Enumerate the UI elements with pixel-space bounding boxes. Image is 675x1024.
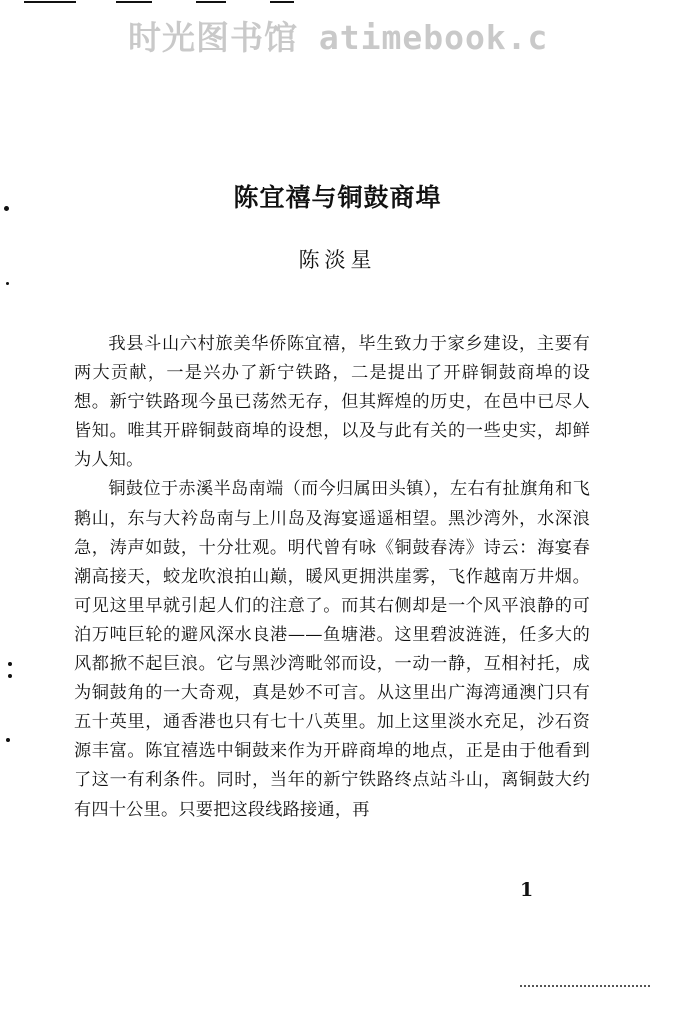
scan-speck [4, 206, 9, 211]
article-body [74, 330, 590, 825]
watermark: 时光图书馆 atimebook.c [128, 18, 549, 57]
scan-speck [6, 282, 9, 285]
scan-top-rules [0, 0, 675, 6]
scan-speck [6, 738, 10, 742]
scan-speck [8, 662, 12, 666]
paragraph: 铜鼓位于赤溪半岛南端（而今归属田头镇），左右有扯旗角和飞鹅山，东与大衿岛南与上川岛及海宴遥遥相望。黑沙湾外，水深浪急，涛声如鼓，十分壮观。明代曾有咏《铜鼓春涛》诗云：海宴春潮高接天，蛟龙吹浪拍山巅，暖风更拥洪崖雾，飞作越南万井烟。可见这里早就引起人们的注意了。而其右侧却是一个风平浪静的可泊万吨巨轮的避风深水良港——鱼塘港。这里碧波涟涟，任多大的风都掀不起巨浪。它与黑沙湾毗邻而设，一动一静，互相衬托，成为铜鼓角的一大奇观，真是妙不可言。从这里出广海湾通澳门只有五十英里，通香港也只有七十八英里。加上这里淡水充足，沙石资源丰富。陈宜禧选中铜鼓来作为开辟商埠的地点，正是由于他看到了这一有利条件。同时，当年的新宁铁路终点站斗山，离铜鼓大约有四十公里。只要把这段线路接通，再 [74, 479, 590, 820]
scan-speck [8, 674, 12, 678]
paragraph: 我县斗山六村旅美华侨陈宜禧，毕生致力于家乡建设，主要有两大贡献，一是兴办了新宁铁路，二是提出了开辟铜鼓商埠的设想。新宁铁路现今虽已荡然无存，但其辉煌的历史，在邑中已尽人皆知。唯其开辟铜鼓商埠的设想，以及与此有关的一些史实，却鲜为人知。 [74, 334, 590, 471]
article-title: 陈宜禧与铜鼓商埠 [233, 183, 442, 212]
article-author: 陈淡星 [298, 248, 377, 272]
scan-bottom-dots [520, 985, 650, 991]
page-number: 1 [520, 879, 534, 901]
